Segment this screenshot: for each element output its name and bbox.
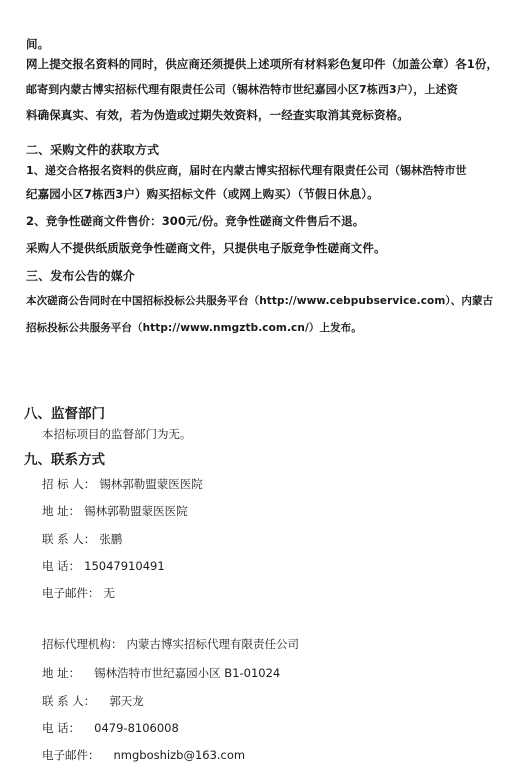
agency-contact-row: [42, 693, 144, 709]
agency-email-label: 电子邮件：: [42, 748, 100, 762]
agency-phone-value: 0479-8106008: [94, 721, 179, 735]
agency-value: 内蒙古博实招标代理有限责任公司: [126, 637, 299, 651]
tenderer-address-value: 锡林郭勒盟蒙医医院: [84, 504, 188, 518]
section-8-title: 八、监督部门: [24, 406, 105, 422]
tenderer-contact-value: 张鹏: [99, 532, 123, 546]
tenderer-email-row: [42, 585, 115, 601]
tenderer-contact-row: [42, 531, 122, 547]
tenderer-email-label: 电子邮件：: [42, 586, 100, 600]
text-line: 料确保真实、有效，若为伪造或过期失效资料，一经查实取消其竞标资格。: [26, 108, 409, 122]
agency-address-row: [42, 665, 280, 681]
text-line: 1、递交合格报名资料的供应商，届时在内蒙古博实招标代理有限责任公司（锡林浩特市世: [26, 164, 467, 177]
section-heading-2: 二、采购文件的获取方式: [26, 143, 160, 157]
agency-contact-label: 联 系 人：: [42, 694, 96, 708]
section-8-text: 本招标项目的监督部门为无。: [42, 427, 192, 441]
section-heading-3: 三、发布公告的媒介: [26, 269, 135, 283]
tenderer-phone-label: 电 话：: [42, 559, 81, 573]
agency-phone-row: [42, 720, 179, 736]
agency-email-value: nmgboshizb@163.com: [113, 748, 246, 762]
text-line: 邮寄到内蒙古博实招标代理有限责任公司（锡林浩特市世纪嘉园小区7栋西3户），上述资: [26, 83, 458, 96]
agency-address-value: 锡林浩特市世纪嘉园小区 B1-01024: [94, 666, 281, 680]
section-9-title: 九、联系方式: [24, 452, 105, 468]
text-line: 纪嘉园小区7栋西3户）购买招标文件（或网上购买）（节假日休息）。: [26, 187, 379, 201]
agency-phone-label: 电 话：: [42, 721, 81, 735]
tenderer-row: [42, 476, 203, 492]
tenderer-label: 招 标 人：: [42, 477, 96, 491]
agency-label: 招标代理机构：: [42, 637, 123, 651]
tenderer-phone-value: 15047910491: [84, 559, 165, 573]
tenderer-address-row: [42, 503, 188, 519]
text-line: 本次磋商公告同时在中国招标投标公共服务平台（http://www.cebpubservice.com）、内蒙古: [26, 295, 494, 307]
agency-address-label: 地 址：: [42, 666, 81, 680]
text-line: 网上提交报名资料的同时，供应商还须提供上述项所有材料彩色复印件（加盖公章）各1份，: [26, 57, 499, 71]
agency-contact-value: 郭天龙: [109, 694, 144, 708]
text-line: 2、竞争性磋商文件售价：300元/份。竞争性磋商文件售后不退。: [26, 214, 365, 228]
tenderer-address-label: 地 址：: [42, 504, 81, 518]
agency-email-row: [42, 747, 245, 763]
tenderer-contact-label: 联 系 人：: [42, 532, 96, 546]
tenderer-phone-row: [42, 558, 165, 574]
tenderer-value: 锡林郭勒盟蒙医医院: [99, 477, 203, 491]
tenderer-email-value: 无: [103, 586, 115, 600]
text-line: 采购人不提供纸质版竞争性磋商文件，只提供电子版竞争性磋商文件。: [26, 241, 386, 255]
agency-row: [42, 636, 299, 652]
text-line: 间。: [26, 37, 50, 51]
text-line: 招标投标公共服务平台（http://www.nmgztb.com.cn/）上发布。: [26, 322, 362, 334]
